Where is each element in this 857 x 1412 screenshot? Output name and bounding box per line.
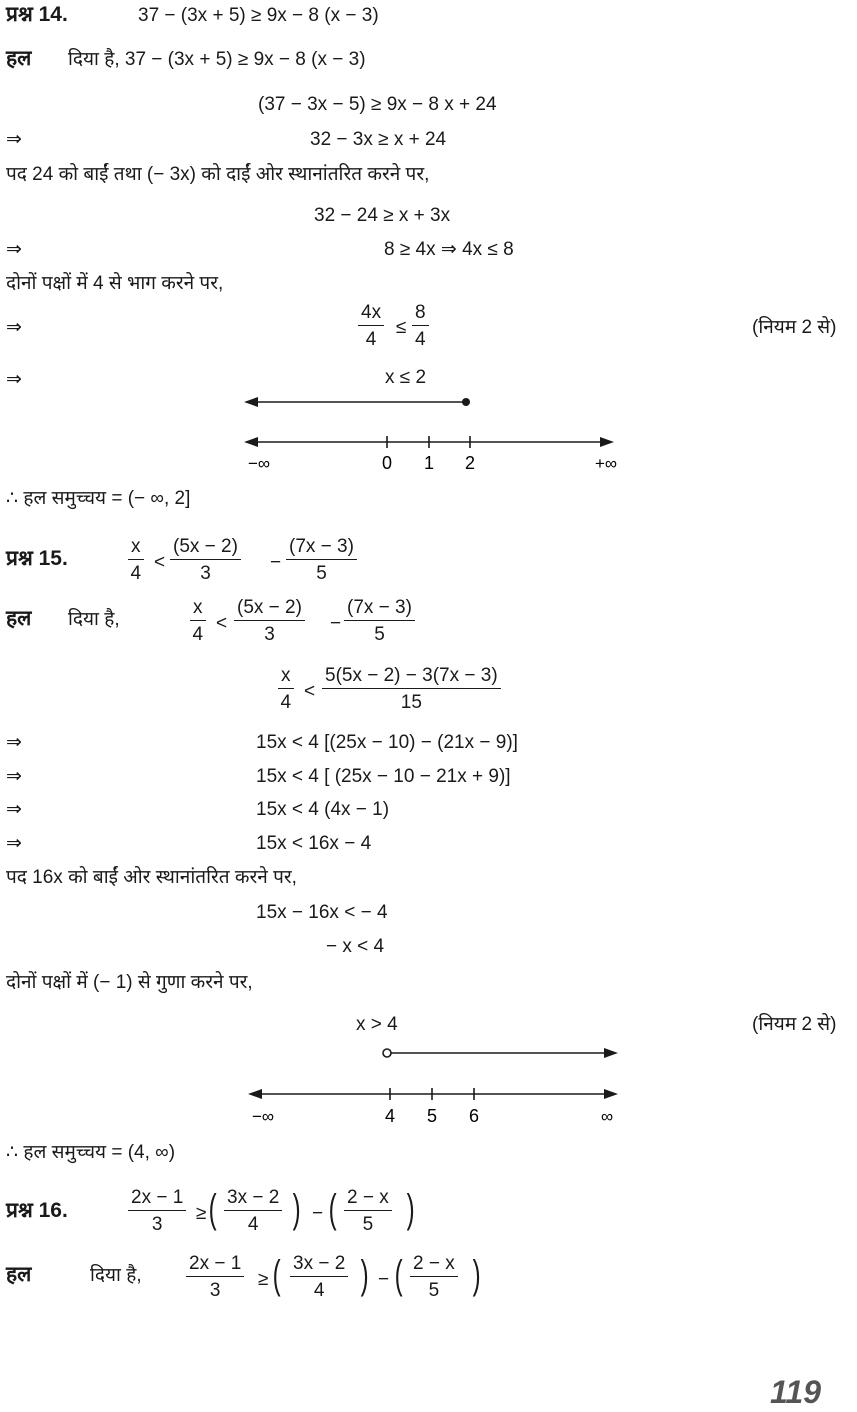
axis-label: ∞ <box>600 1107 614 1126</box>
q15-given-frac-1 <box>234 598 305 644</box>
implies-symbol: ⇒ <box>6 799 22 820</box>
left-paren: ( <box>394 1253 403 1297</box>
denominator: 4 <box>192 624 204 645</box>
q14-heading: प्रश्न 14. <box>6 3 68 26</box>
page-number: 119 <box>770 1374 822 1410</box>
denominator: 3 <box>151 1214 163 1235</box>
q14-note2: दोनों पक्षों में 4 से भाग करने पर, <box>6 273 224 294</box>
numerator: 5(5x − 2) − 3(7x − 3) <box>322 666 501 689</box>
q14-hal-label: हल <box>6 47 32 70</box>
axis-label: −∞ <box>251 1107 275 1126</box>
minus-sign: − <box>330 613 342 634</box>
denominator: 5 <box>362 1214 374 1235</box>
right-paren: ) <box>292 1187 301 1231</box>
minus-sign: − <box>312 1203 324 1224</box>
denominator: 4 <box>280 692 292 713</box>
q15-note2: दोनों पक्षों में (− 1) से गुणा करने पर, <box>6 972 253 993</box>
numerator: 8 <box>412 303 429 326</box>
denominator: 15 <box>400 692 422 713</box>
minus-sign: − <box>270 552 282 573</box>
q16-question-frac-1 <box>128 1188 186 1234</box>
q16-given-frac-2 <box>290 1254 348 1300</box>
numerator: 2x − 1 <box>128 1188 186 1211</box>
closed-endpoint-dot <box>462 398 470 406</box>
right-paren: ) <box>406 1187 415 1231</box>
axis-label: −∞ <box>247 454 271 473</box>
implies-symbol: ⇒ <box>6 369 22 390</box>
axis-label: +∞ <box>594 454 618 473</box>
q15-note1: पद 16x को बाईं ओर स्थानांतरित करने पर, <box>6 867 297 888</box>
q14-note1: पद 24 को बाईं तथा (− 3x) को दाईं ओर स्थानांतरित करने पर, <box>6 164 430 185</box>
numerator: (7x − 3) <box>344 598 415 621</box>
numerator: 2 − x <box>344 1188 392 1211</box>
numerator: 4x <box>358 303 384 326</box>
q16-question-frac-3 <box>344 1188 392 1234</box>
q15-heading: प्रश्न 15. <box>6 547 68 570</box>
denominator: 5 <box>428 1280 440 1301</box>
arrow-left-icon <box>248 1089 262 1099</box>
q16-question-frac-2 <box>224 1188 282 1234</box>
greater-equal-sign: ≥ <box>258 1269 269 1290</box>
q14-solution-set: ∴ हल समुच्चय = (− ∞, 2] <box>6 488 191 509</box>
numerator: x <box>278 666 294 689</box>
q15-step3: 15x < 4 (4x − 1) <box>256 799 390 820</box>
numerator: (5x − 2) <box>234 598 305 621</box>
open-endpoint-circle <box>383 1049 391 1057</box>
q14-step1: (37 − 3x − 5) ≥ 9x − 8 x + 24 <box>258 94 497 115</box>
left-paren: ( <box>208 1187 217 1231</box>
q14-fraction-left <box>358 303 384 349</box>
axis-label: 1 <box>423 453 435 473</box>
denominator: 5 <box>316 563 327 584</box>
q14-fraction-right <box>412 303 429 349</box>
arrow-right-icon <box>600 437 614 447</box>
implies-symbol: ⇒ <box>6 239 22 260</box>
q15-number-line <box>0 1040 857 1130</box>
numerator: 2x − 1 <box>186 1254 244 1277</box>
q15-step-frac-x <box>278 666 294 712</box>
denominator: 4 <box>247 1214 259 1235</box>
right-paren: ) <box>360 1253 369 1297</box>
denominator: 5 <box>374 624 385 645</box>
denominator: 4 <box>415 329 426 350</box>
q16-given-frac-3 <box>410 1254 458 1300</box>
q15-solution-set: ∴ हल समुच्चय = (4, ∞) <box>6 1142 176 1163</box>
less-than-sign: < <box>154 552 166 573</box>
denominator: 3 <box>200 563 211 584</box>
denominator: 3 <box>264 624 275 645</box>
q15-step4: 15x < 16x − 4 <box>256 833 372 854</box>
q16-heading: प्रश्न 16. <box>6 1199 68 1222</box>
q14-rule-ref: (नियम 2 से) <box>752 317 837 338</box>
q16-hal-label: हल <box>6 1263 32 1286</box>
left-paren: ( <box>328 1187 337 1231</box>
q14-step3: 32 − 24 ≥ x + 3x <box>314 205 451 226</box>
q14-given: दिया है, 37 − (3x + 5) ≥ 9x − 8 (x − 3) <box>68 49 366 70</box>
q15-result: x > 4 <box>356 1014 398 1035</box>
implies-symbol: ⇒ <box>6 317 22 338</box>
axis-label: 2 <box>464 453 476 473</box>
numerator: (5x − 2) <box>170 537 241 560</box>
implies-symbol: ⇒ <box>6 129 22 150</box>
numerator: 2 − x <box>410 1254 458 1277</box>
q14-result: x ≤ 2 <box>385 367 427 388</box>
right-paren: ) <box>472 1253 481 1297</box>
minus-sign: − <box>378 1269 390 1290</box>
q15-given: दिया है, <box>68 609 120 630</box>
greater-equal-sign: ≥ <box>196 1203 207 1224</box>
numerator: x <box>190 598 206 621</box>
less-than-sign: < <box>216 613 228 634</box>
arrow-right-icon <box>604 1089 618 1099</box>
q14-question: 37 − (3x + 5) ≥ 9x − 8 (x − 3) <box>138 5 379 26</box>
q14-number-line <box>0 390 857 480</box>
axis-label: 5 <box>426 1106 438 1126</box>
denominator: 4 <box>365 329 377 350</box>
implies-symbol: ⇒ <box>6 732 22 753</box>
q15-given-frac-2 <box>344 598 415 644</box>
numerator: 3x − 2 <box>224 1188 282 1211</box>
arrow-right-icon <box>604 1048 618 1058</box>
q15-rule-ref: (नियम 2 से) <box>752 1014 837 1035</box>
q15-question-frac-1 <box>170 537 241 583</box>
q15-step-frac-combined <box>322 666 501 712</box>
q15-hal-label: हल <box>6 607 32 630</box>
denominator: 3 <box>209 1280 221 1301</box>
axis-label: 4 <box>384 1106 396 1126</box>
numerator: x <box>128 537 144 560</box>
q15-question-frac-x <box>128 537 144 583</box>
numerator: (7x − 3) <box>286 537 357 560</box>
less-than-sign: < <box>304 681 316 702</box>
implies-symbol: ⇒ <box>6 833 22 854</box>
q14-step4: 8 ≥ 4x ⇒ 4x ≤ 8 <box>384 239 514 260</box>
less-equal-sign: ≤ <box>396 317 407 338</box>
q15-step5: 15x − 16x < − 4 <box>256 902 388 923</box>
q15-given-frac-x <box>190 598 206 644</box>
axis-label: 0 <box>381 453 393 473</box>
q15-step1: 15x < 4 [(25x − 10) − (21x − 9)] <box>256 732 518 753</box>
left-paren: ( <box>272 1253 281 1297</box>
q14-step2: 32 − 3x ≥ x + 24 <box>310 129 447 150</box>
q15-question-frac-2 <box>286 537 357 583</box>
denominator: 4 <box>130 563 142 584</box>
implies-symbol: ⇒ <box>6 766 22 787</box>
q15-step6: − x < 4 <box>326 936 385 957</box>
numerator: 3x − 2 <box>290 1254 348 1277</box>
q16-given: दिया है, <box>90 1265 142 1286</box>
axis-label: 6 <box>468 1106 480 1126</box>
arrow-left-icon <box>244 437 258 447</box>
q15-step2: 15x < 4 [ (25x − 10 − 21x + 9)] <box>256 766 511 787</box>
denominator: 4 <box>313 1280 325 1301</box>
q16-given-frac-1 <box>186 1254 244 1300</box>
arrow-left-icon <box>244 397 258 407</box>
